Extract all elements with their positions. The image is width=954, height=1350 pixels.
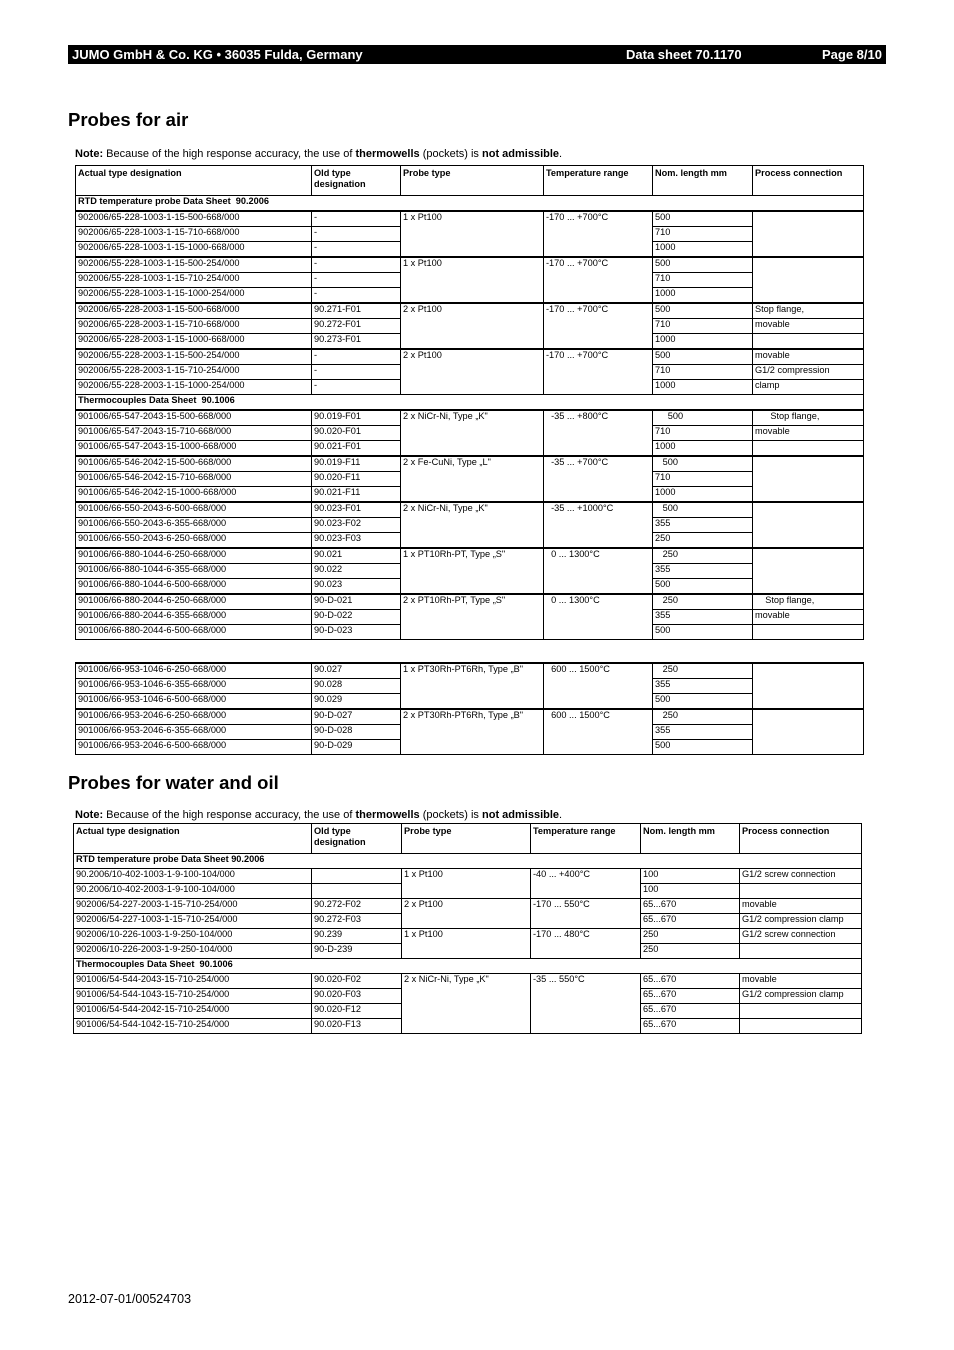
cell-process-connection (740, 884, 862, 899)
cell-process-connection (740, 1019, 862, 1034)
table-row (76, 257, 864, 273)
cell-old-type: 90.272-F01 (312, 319, 401, 334)
cell-actual-type: 901006/66-953-1046-6-250-668/000 (76, 663, 312, 679)
cell-nom-length: 355 (653, 679, 753, 694)
cell-probe-type: 2 x PT30Rh-PT6Rh, Type „B" (401, 709, 544, 755)
section-row (76, 196, 864, 212)
cell-old-type: 90.020-F11 (312, 472, 401, 487)
table-header-row (74, 824, 862, 854)
air-section-title: Probes for air (68, 109, 189, 130)
cell-actual-type: 901006/66-880-2044-6-355-668/000 (76, 610, 312, 625)
cell-temperature-range: -170 ... 480°C (531, 929, 641, 959)
cell-old-type: 90-D-022 (312, 610, 401, 625)
cell-actual-type: 902006/65-228-1003-1-15-1000-668/000 (76, 242, 312, 258)
cell-temperature-range: -35 ... +700°C (544, 456, 653, 502)
cell-process-connection: G1/2 compression clamp (740, 989, 862, 1004)
cell-probe-type: 2 x NiCr-Ni, Type „K" (402, 974, 531, 1034)
cell-old-type (312, 884, 402, 899)
cell-temperature-range: 0 ... 1300°C (544, 594, 653, 640)
cell-actual-type: 901006/54-544-1043-15-710-254/000 (74, 989, 312, 1004)
cell-probe-type: 1 x Pt100 (401, 257, 544, 303)
cell-process-connection (740, 944, 862, 959)
col-probe-type: Probe type (402, 824, 531, 854)
cell-process-connection (740, 1004, 862, 1019)
cell-old-type: 90.028 (312, 679, 401, 694)
cell-old-type: 90.021 (312, 548, 401, 564)
cell-old-type: - (312, 288, 401, 304)
cell-old-type: 90.023-F01 (312, 502, 401, 518)
cell-actual-type: 902006/55-228-1003-1-15-710-254/000 (76, 273, 312, 288)
cell-process-connection: G1/2 compression clamp (740, 914, 862, 929)
cell-old-type: 90.019-F11 (312, 456, 401, 472)
col-actual-type: Actual type designation (74, 824, 312, 854)
table-row (76, 303, 864, 319)
section-row (74, 959, 862, 974)
cell-temperature-range: -170 ... +700°C (544, 257, 653, 303)
cell-actual-type: 902006/65-228-2003-1-15-1000-668/000 (76, 334, 312, 350)
cell-process-connection: movable (753, 319, 864, 334)
cell-nom-length: 100 (641, 869, 740, 884)
cell-probe-type: 2 x Pt100 (402, 899, 531, 929)
cell-old-type: 90.022 (312, 564, 401, 579)
cell-actual-type: 901006/65-546-2042-15-710-668/000 (76, 472, 312, 487)
col-probe-type: Probe type (401, 166, 544, 196)
cell-process-connection: G1/2 compression (753, 365, 864, 380)
cell-nom-length: 250 (653, 709, 753, 725)
cell-process-connection (753, 334, 864, 350)
cell-old-type: 90.027 (312, 663, 401, 679)
cell-nom-length: 1000 (653, 288, 753, 304)
cell-nom-length: 250 (653, 594, 753, 610)
cell-process-connection (753, 663, 864, 709)
cell-old-type: - (312, 380, 401, 395)
cell-process-connection: Stop flange, (753, 594, 864, 610)
cell-process-connection (753, 456, 864, 502)
cell-process-connection: G1/2 screw connection (740, 929, 862, 944)
cell-temperature-range: -35 ... +800°C (544, 410, 653, 456)
water-note: Note: Because of the high response accuracy, the use of thermowells (pockets) is not admissible. (75, 809, 563, 821)
cell-probe-type: 1 x PT30Rh-PT6Rh, Type „B" (401, 663, 544, 709)
header-datasheet: Data sheet 70.1170 (626, 47, 742, 62)
cell-process-connection (753, 502, 864, 548)
col-actual-type: Actual type designation (76, 166, 312, 196)
cell-old-type: 90-D-239 (312, 944, 402, 959)
cell-actual-type: 902006/10-226-1003-1-9-250-104/000 (74, 929, 312, 944)
footer-code: 2012-07-01/00524703 (68, 1292, 192, 1306)
cell-actual-type: 901006/66-550-2043-6-250-668/000 (76, 533, 312, 549)
section-row (76, 395, 864, 411)
air-probes-table-continued (75, 662, 864, 755)
cell-old-type: 90.272-F02 (312, 899, 402, 914)
cell-old-type: 90.020-F13 (312, 1019, 402, 1034)
cell-temperature-range: 600 ... 1500°C (544, 709, 653, 755)
cell-actual-type: 901006/66-880-1044-6-500-668/000 (76, 579, 312, 595)
cell-actual-type: 901006/66-880-2044-6-500-668/000 (76, 625, 312, 640)
cell-process-connection: G1/2 screw connection (740, 869, 862, 884)
cell-actual-type: 901006/66-953-1046-6-355-668/000 (76, 679, 312, 694)
cell-nom-length: 65...670 (641, 914, 740, 929)
cell-nom-length: 355 (653, 564, 753, 579)
cell-actual-type: 901006/65-546-2042-15-1000-668/000 (76, 487, 312, 503)
page-header (68, 45, 886, 64)
cell-probe-type: 2 x NiCr-Ni, Type „K" (401, 502, 544, 548)
cell-nom-length: 65...670 (641, 1004, 740, 1019)
col-nom-length: Nom. length mm (653, 166, 753, 196)
cell-old-type: - (312, 349, 401, 365)
cell-nom-length: 500 (653, 579, 753, 595)
cell-old-type: 90.272-F03 (312, 914, 402, 929)
cell-actual-type: 90.2006/10-402-1003-1-9-100-104/000 (74, 869, 312, 884)
header-page: Page 8/10 (822, 47, 882, 62)
cell-probe-type: 1 x Pt100 (402, 869, 531, 899)
cell-probe-type: 1 x Pt100 (402, 929, 531, 959)
cell-old-type: - (312, 227, 401, 242)
cell-old-type: - (312, 365, 401, 380)
col-process-connection: Process connection (753, 166, 864, 196)
cell-old-type: 90.271-F01 (312, 303, 401, 319)
cell-probe-type: 2 x NiCr-Ni, Type „K" (401, 410, 544, 456)
cell-process-connection (753, 441, 864, 457)
cell-process-connection: Stop flange, (753, 303, 864, 319)
header-company: JUMO GmbH & Co. KG • 36035 Fulda, Germany (72, 47, 363, 62)
cell-nom-length: 1000 (653, 487, 753, 503)
cell-temperature-range: -170 ... 550°C (531, 899, 641, 929)
cell-nom-length: 355 (653, 518, 753, 533)
cell-old-type: 90.020-F03 (312, 989, 402, 1004)
cell-old-type: 90-D-028 (312, 725, 401, 740)
cell-actual-type: 90.2006/10-402-2003-1-9-100-104/000 (74, 884, 312, 899)
cell-nom-length: 500 (653, 456, 753, 472)
cell-old-type: 90.023-F02 (312, 518, 401, 533)
cell-old-type: 90.029 (312, 694, 401, 710)
cell-actual-type: 901006/54-544-2043-15-710-254/000 (74, 974, 312, 989)
cell-actual-type: 902006/55-228-2003-1-15-500-254/000 (76, 349, 312, 365)
col-temperature-range: Temperature range (544, 166, 653, 196)
cell-nom-length: 65...670 (641, 899, 740, 914)
cell-process-connection (753, 257, 864, 303)
section-label: Thermocouples Data Sheet 90.1006 (74, 959, 862, 974)
cell-nom-length: 250 (641, 929, 740, 944)
table-row (76, 349, 864, 365)
cell-actual-type: 902006/65-228-1003-1-15-500-668/000 (76, 211, 312, 227)
table-row (76, 410, 864, 426)
cell-actual-type: 901006/54-544-1042-15-710-254/000 (74, 1019, 312, 1034)
cell-actual-type: 901006/54-544-2042-15-710-254/000 (74, 1004, 312, 1019)
cell-nom-length: 355 (653, 610, 753, 625)
cell-nom-length: 500 (653, 625, 753, 640)
cell-old-type: - (312, 211, 401, 227)
cell-temperature-range: 600 ... 1500°C (544, 663, 653, 709)
cell-nom-length: 710 (653, 273, 753, 288)
cell-old-type: 90-D-021 (312, 594, 401, 610)
cell-actual-type: 901006/66-550-2043-6-355-668/000 (76, 518, 312, 533)
cell-nom-length: 500 (653, 303, 753, 319)
cell-nom-length: 710 (653, 472, 753, 487)
cell-process-connection: movable (753, 426, 864, 441)
cell-nom-length: 100 (641, 884, 740, 899)
cell-actual-type: 902006/55-228-2003-1-15-1000-254/000 (76, 380, 312, 395)
cell-nom-length: 500 (653, 211, 753, 227)
cell-temperature-range: -40 ... +400°C (531, 869, 641, 899)
col-old-type: Old type designation (312, 824, 402, 854)
cell-nom-length: 500 (653, 740, 753, 755)
cell-old-type: 90-D-029 (312, 740, 401, 755)
table-header-row (76, 166, 864, 196)
cell-nom-length: 1000 (653, 334, 753, 350)
cell-actual-type: 901006/66-880-2044-6-250-668/000 (76, 594, 312, 610)
cell-probe-type: 2 x PT10Rh-PT, Type „S" (401, 594, 544, 640)
cell-process-connection: clamp (753, 380, 864, 395)
table-row (74, 869, 862, 884)
cell-actual-type: 902006/55-228-2003-1-15-710-254/000 (76, 365, 312, 380)
cell-nom-length: 500 (653, 694, 753, 710)
cell-actual-type: 901006/66-953-2046-6-355-668/000 (76, 725, 312, 740)
cell-old-type (312, 869, 402, 884)
cell-temperature-range: -35 ... +1000°C (544, 502, 653, 548)
cell-probe-type: 2 x Fe-CuNi, Type „L" (401, 456, 544, 502)
cell-actual-type: 901006/66-550-2043-6-500-668/000 (76, 502, 312, 518)
cell-temperature-range: -170 ... +700°C (544, 303, 653, 349)
cell-probe-type: 1 x PT10Rh-PT, Type „S" (401, 548, 544, 594)
cell-actual-type: 901006/65-546-2042-15-500-668/000 (76, 456, 312, 472)
cell-temperature-range: -170 ... +700°C (544, 349, 653, 395)
table-row (76, 548, 864, 564)
cell-nom-length: 250 (653, 663, 753, 679)
cell-nom-length: 250 (653, 548, 753, 564)
cell-process-connection (753, 625, 864, 640)
cell-process-connection: Stop flange, (753, 410, 864, 426)
section-row (74, 854, 862, 869)
cell-actual-type: 901006/66-953-2046-6-250-668/000 (76, 709, 312, 725)
cell-nom-length: 65...670 (641, 974, 740, 989)
water-section-title: Probes for water and oil (68, 772, 279, 793)
cell-actual-type: 902006/55-228-1003-1-15-1000-254/000 (76, 288, 312, 304)
table-row (76, 502, 864, 518)
cell-nom-length: 1000 (653, 380, 753, 395)
cell-old-type: 90.023 (312, 579, 401, 595)
cell-nom-length: 500 (653, 257, 753, 273)
table-row (74, 929, 862, 944)
cell-actual-type: 901006/65-547-2043-15-1000-668/000 (76, 441, 312, 457)
cell-nom-length: 65...670 (641, 989, 740, 1004)
table-row (74, 899, 862, 914)
section-label: Thermocouples Data Sheet 90.1006 (76, 395, 864, 411)
table-row (76, 211, 864, 227)
cell-nom-length: 355 (653, 725, 753, 740)
cell-old-type: 90.021-F11 (312, 487, 401, 503)
cell-temperature-range: 0 ... 1300°C (544, 548, 653, 594)
air-note: Note: Because of the high response accuracy, the use of thermowells (pockets) is not admissible. (75, 148, 563, 160)
cell-actual-type: 902006/65-228-2003-1-15-710-668/000 (76, 319, 312, 334)
col-temperature-range: Temperature range (531, 824, 641, 854)
cell-process-connection: movable (740, 974, 862, 989)
cell-actual-type: 901006/66-953-2046-6-500-668/000 (76, 740, 312, 755)
cell-process-connection (753, 211, 864, 257)
cell-nom-length: 710 (653, 365, 753, 380)
cell-temperature-range: -35 ... 550°C (531, 974, 641, 1034)
cell-old-type: 90.020-F12 (312, 1004, 402, 1019)
cell-process-connection: movable (753, 610, 864, 625)
cell-old-type: 90.023-F03 (312, 533, 401, 549)
table-row (76, 663, 864, 679)
water-oil-probes-table (73, 823, 862, 1034)
cell-old-type: 90.239 (312, 929, 402, 944)
cell-actual-type: 902006/65-228-1003-1-15-710-668/000 (76, 227, 312, 242)
cell-probe-type: 2 x Pt100 (401, 303, 544, 349)
section-label: RTD temperature probe Data Sheet 90.2006 (76, 196, 864, 212)
cell-nom-length: 500 (653, 349, 753, 365)
cell-process-connection (753, 548, 864, 594)
table-row (76, 594, 864, 610)
table-row (76, 709, 864, 725)
cell-actual-type: 901006/65-547-2043-15-710-668/000 (76, 426, 312, 441)
cell-old-type: 90-D-027 (312, 709, 401, 725)
col-old-type: Old type designation (312, 166, 401, 196)
cell-nom-length: 65...670 (641, 1019, 740, 1034)
cell-actual-type: 902006/65-228-2003-1-15-500-668/000 (76, 303, 312, 319)
cell-old-type: - (312, 273, 401, 288)
cell-nom-length: 710 (653, 227, 753, 242)
cell-nom-length: 500 (653, 502, 753, 518)
cell-nom-length: 250 (641, 944, 740, 959)
col-process-connection: Process connection (740, 824, 862, 854)
cell-actual-type: 901006/66-953-1046-6-500-668/000 (76, 694, 312, 710)
cell-old-type: 90.019-F01 (312, 410, 401, 426)
cell-probe-type: 1 x Pt100 (401, 211, 544, 257)
cell-old-type: - (312, 242, 401, 258)
cell-process-connection: movable (753, 349, 864, 365)
col-nom-length: Nom. length mm (641, 824, 740, 854)
air-probes-table (75, 165, 864, 640)
section-label: RTD temperature probe Data Sheet 90.2006 (74, 854, 862, 869)
cell-nom-length: 1000 (653, 441, 753, 457)
cell-nom-length: 710 (653, 426, 753, 441)
cell-old-type: - (312, 257, 401, 273)
cell-nom-length: 710 (653, 319, 753, 334)
cell-actual-type: 901006/66-880-1044-6-250-668/000 (76, 548, 312, 564)
cell-old-type: 90.273-F01 (312, 334, 401, 350)
cell-nom-length: 500 (653, 410, 753, 426)
cell-actual-type: 902006/54-227-1003-1-15-710-254/000 (74, 914, 312, 929)
cell-process-connection: movable (740, 899, 862, 914)
cell-temperature-range: -170 ... +700°C (544, 211, 653, 257)
cell-process-connection (753, 709, 864, 755)
cell-old-type: 90.021-F01 (312, 441, 401, 457)
table-row (74, 974, 862, 989)
cell-nom-length: 250 (653, 533, 753, 549)
cell-actual-type: 902006/54-227-2003-1-15-710-254/000 (74, 899, 312, 914)
cell-actual-type: 901006/66-880-1044-6-355-668/000 (76, 564, 312, 579)
cell-old-type: 90.020-F01 (312, 426, 401, 441)
cell-probe-type: 2 x Pt100 (401, 349, 544, 395)
cell-nom-length: 1000 (653, 242, 753, 258)
cell-actual-type: 902006/55-228-1003-1-15-500-254/000 (76, 257, 312, 273)
cell-old-type: 90-D-023 (312, 625, 401, 640)
cell-actual-type: 901006/65-547-2043-15-500-668/000 (76, 410, 312, 426)
table-row (76, 456, 864, 472)
cell-actual-type: 902006/10-226-2003-1-9-250-104/000 (74, 944, 312, 959)
cell-old-type: 90.020-F02 (312, 974, 402, 989)
